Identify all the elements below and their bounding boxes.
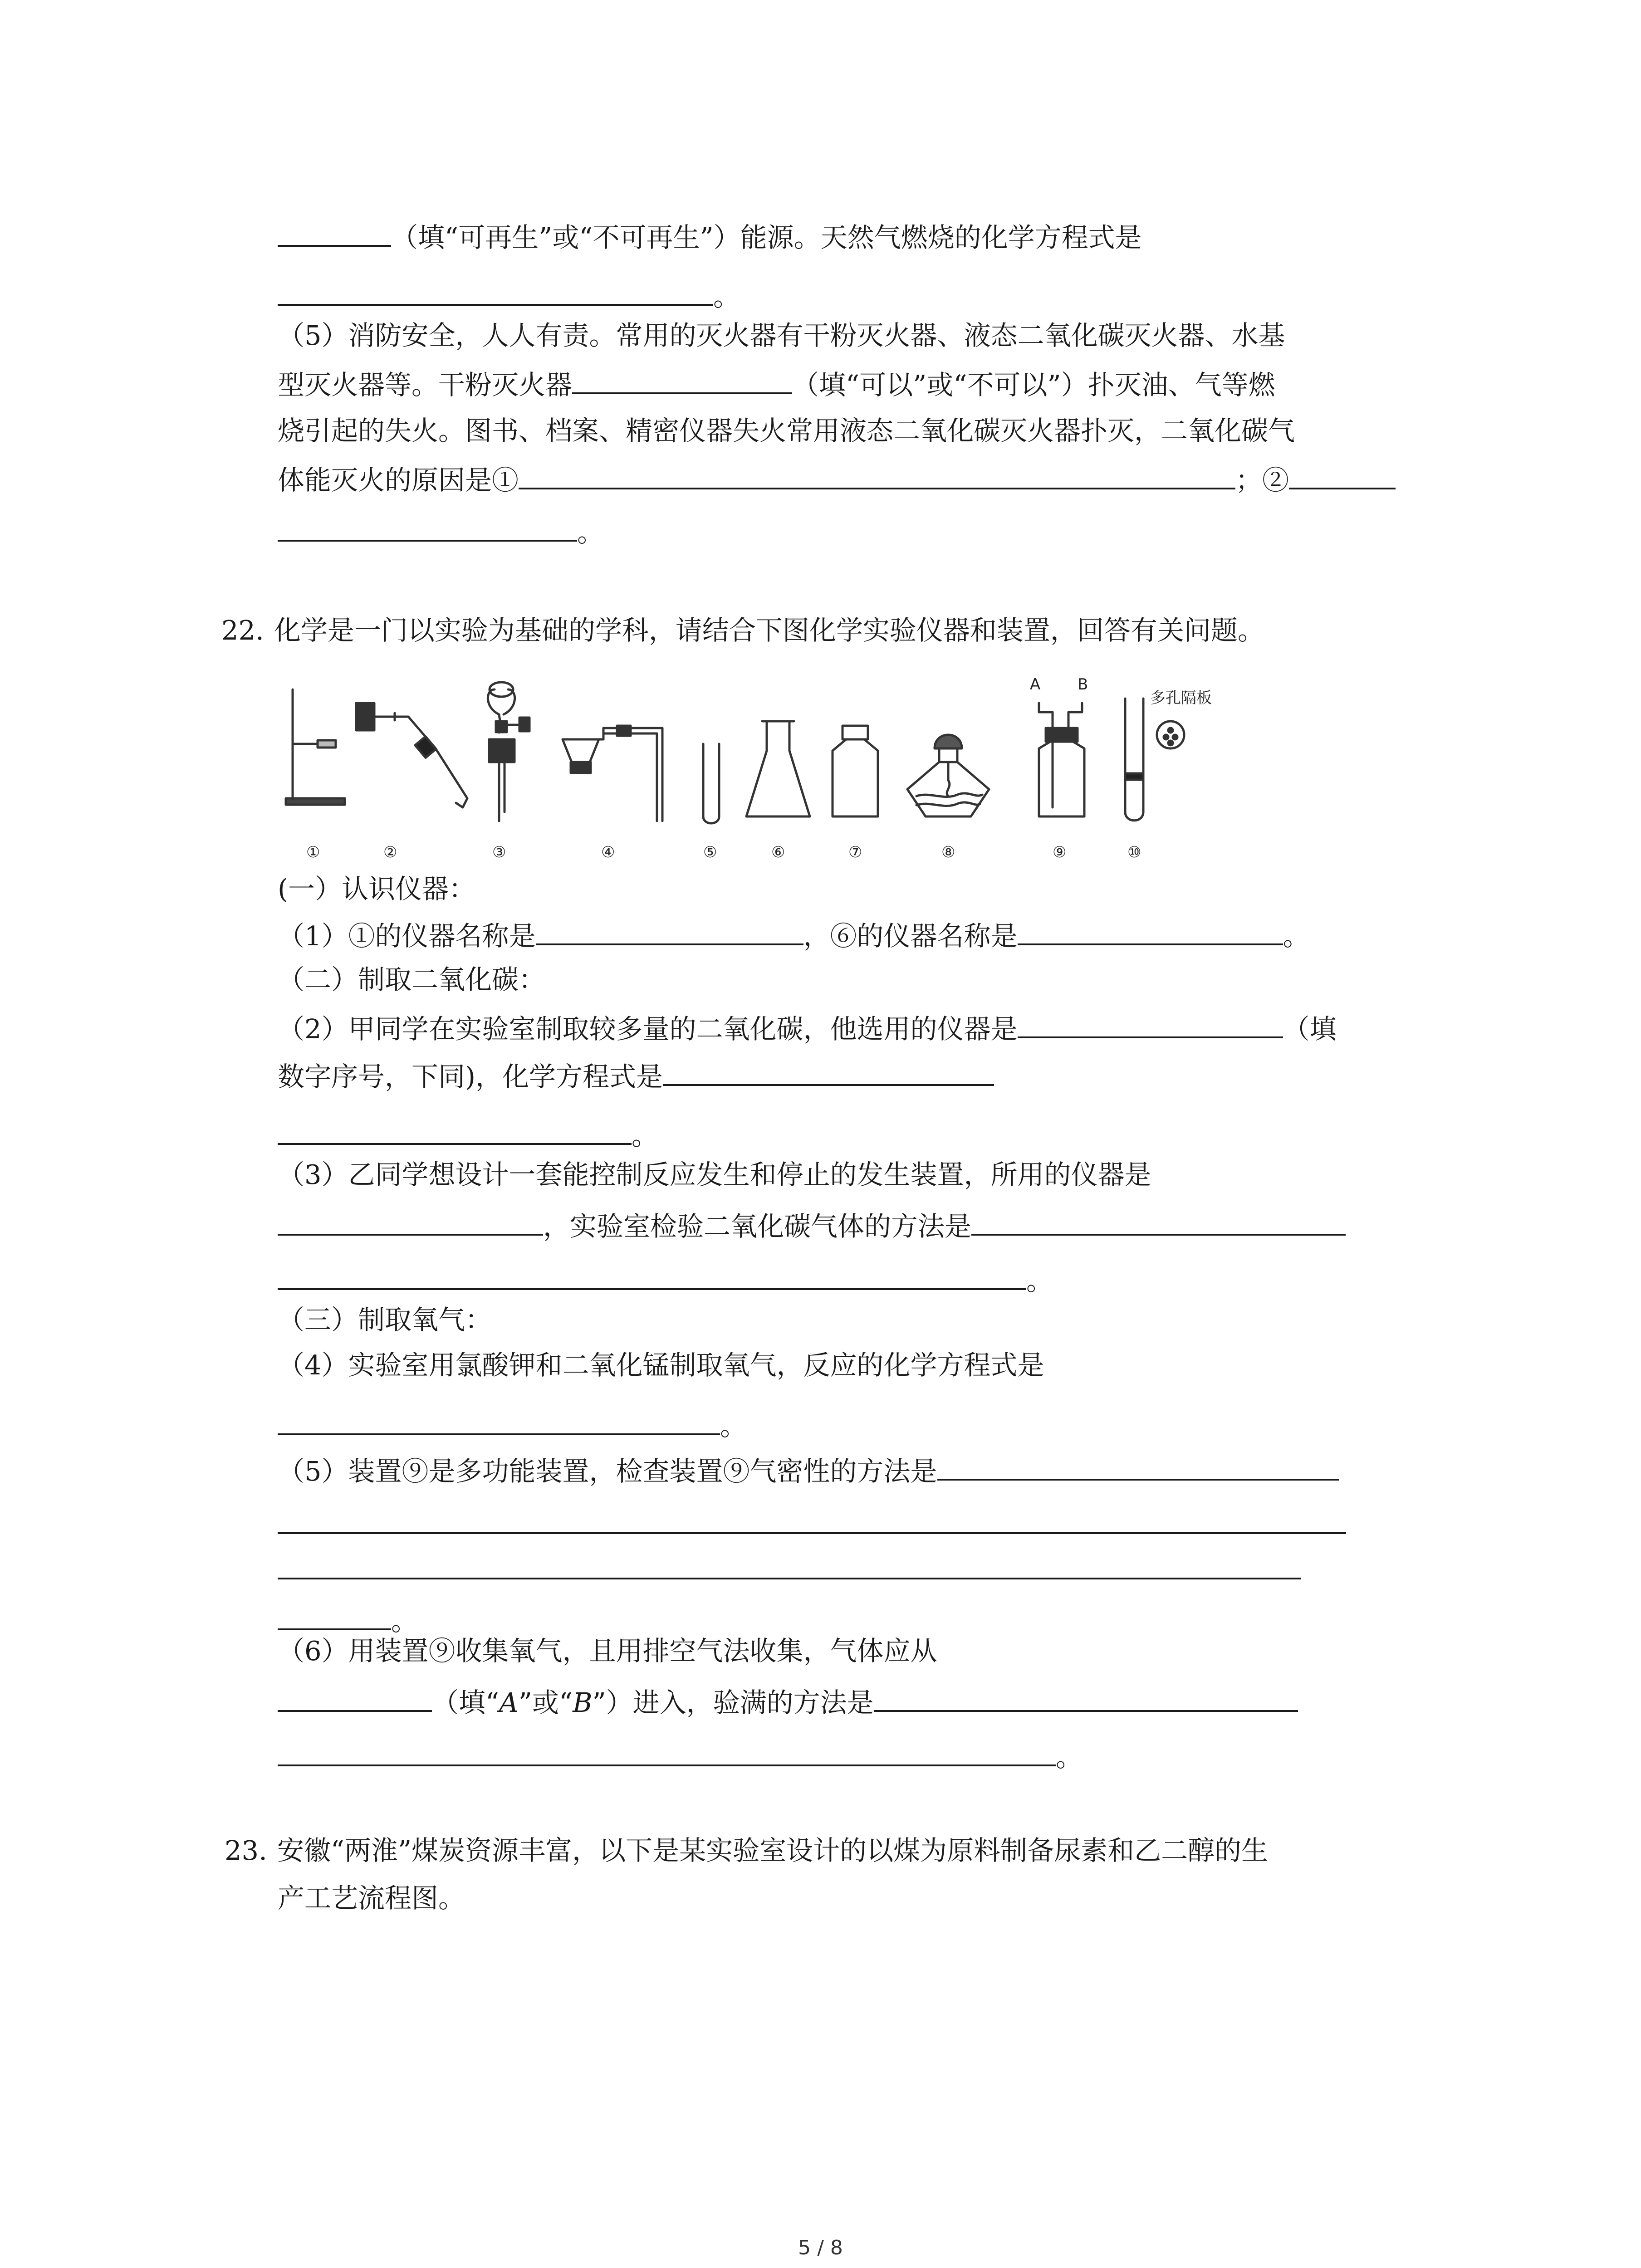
q23-line2: 产工艺流程图。 bbox=[278, 1882, 465, 1914]
answer-blank[interactable] bbox=[536, 912, 803, 945]
funnel-delivery-tube-icon bbox=[563, 726, 662, 821]
q22-p2-line1: （2）甲同学在实验室制取较多量的二氧化碳，他选用的仪器是 （填 bbox=[278, 1005, 1337, 1050]
q22-section-1: (一）认识仪器： bbox=[278, 873, 476, 904]
answer-blank[interactable] bbox=[971, 1202, 1346, 1236]
q21-line1: （填“可再生”或“不可再生”）能源。天然气燃烧的化学方程式是 bbox=[278, 213, 1142, 259]
figure-item-labels bbox=[306, 843, 1141, 861]
answer-blank[interactable] bbox=[937, 1447, 1339, 1481]
q21-p5-line3: 烧引起的失火。图书、档案、精密仪器失火常用液态二氧化碳灭火器扑灭，二氧化碳气 bbox=[278, 415, 1295, 446]
apparatus-figure bbox=[272, 671, 1343, 880]
answer-blank[interactable] bbox=[572, 361, 792, 394]
q21-p5-line2: 型灭火器等。干粉灭火器 （填“可以”或“不可以”）扑灭油、气等燃 bbox=[278, 361, 1275, 406]
separatory-funnel-icon bbox=[488, 682, 529, 821]
iron-stand-icon bbox=[286, 689, 345, 805]
svg-text:多孔隔板: 多孔隔板 bbox=[1150, 689, 1212, 707]
svg-text:B: B bbox=[1078, 675, 1088, 694]
svg-text:①: ① bbox=[306, 843, 320, 861]
q22-p3-line3: 。 bbox=[278, 1256, 1053, 1302]
answer-blank[interactable] bbox=[278, 508, 577, 542]
svg-text:⑨: ⑨ bbox=[1053, 843, 1067, 861]
svg-text:⑥: ⑥ bbox=[771, 843, 785, 861]
test-tube-icon bbox=[703, 744, 719, 823]
q22-p3-line1: （3）乙同学想设计一套能控制反应发生和停止的发生装置，所用的仪器是 bbox=[278, 1159, 1151, 1190]
answer-blank[interactable] bbox=[278, 1733, 1056, 1766]
q22-stem: 22. 化学是一门以实验为基础的学科，请结合下图化学实验仪器和装置，回答有关问题。 bbox=[221, 615, 1264, 646]
conical-flask-icon bbox=[746, 721, 810, 816]
q23-line1: 23. 安徽“两淮”煤炭资源丰富，以下是某实验室设计的以煤为原料制备尿素和乙二醇的生 bbox=[225, 1835, 1269, 1866]
q21-p5-line5: 。 bbox=[278, 508, 604, 553]
answer-blank[interactable] bbox=[519, 456, 1235, 489]
svg-text:⑩: ⑩ bbox=[1127, 843, 1141, 861]
svg-text:⑦: ⑦ bbox=[848, 843, 862, 861]
svg-text:⑧: ⑧ bbox=[941, 843, 955, 861]
q22-section-2: （二）制取二氧化碳： bbox=[278, 964, 546, 995]
q22-p6-line3: 。 bbox=[278, 1733, 1083, 1778]
answer-blank[interactable] bbox=[278, 1402, 720, 1435]
answer-blank[interactable] bbox=[278, 1111, 632, 1145]
svg-text:③: ③ bbox=[492, 843, 506, 861]
svg-text:⑤: ⑤ bbox=[703, 843, 717, 861]
q22-p6-line2: （填“A”或“B”）进入，验满的方法是 bbox=[278, 1678, 1298, 1724]
alcohol-lamp-icon bbox=[907, 735, 989, 816]
reagent-bottle-icon bbox=[833, 726, 878, 816]
svg-text:④: ④ bbox=[601, 843, 615, 861]
answer-blank[interactable] bbox=[278, 1578, 1301, 1579]
answer-blank[interactable] bbox=[278, 272, 713, 306]
q22-section-3: （三）制取氧气： bbox=[278, 1304, 492, 1335]
q21-p5-line1: （5）消防安全，人人有责。常用的灭火器有干粉灭火器、液态二氧化碳灭火器、水基 bbox=[278, 320, 1285, 351]
answer-blank[interactable] bbox=[1018, 1005, 1283, 1038]
q22-p4-line2: 。 bbox=[278, 1402, 747, 1447]
answer-blank[interactable] bbox=[278, 1678, 432, 1712]
answer-blank[interactable] bbox=[278, 213, 391, 247]
answer-blank[interactable] bbox=[278, 1597, 391, 1630]
answer-blank[interactable] bbox=[874, 1678, 1298, 1712]
q22-p5-line1: （5）装置⑨是多功能装置，检查装置⑨气密性的方法是 bbox=[278, 1447, 1339, 1492]
page-number: 5 / 8 bbox=[798, 2236, 843, 2259]
q22-p6-line1: （6）用装置⑨收集氧气，且用排空气法收集，气体应从 bbox=[278, 1635, 937, 1667]
answer-blank[interactable] bbox=[278, 1202, 543, 1236]
q22-p2-line2: 数字序号，下同)，化学方程式是 bbox=[278, 1052, 994, 1098]
q21-line2: 。 bbox=[278, 272, 740, 318]
gas-washing-bottle-icon bbox=[1030, 675, 1088, 816]
answer-blank[interactable] bbox=[278, 1532, 1346, 1534]
q22-p5-line4: 。 bbox=[278, 1597, 418, 1642]
q21-p5-line4: 体能灭火的原因是① ；② bbox=[278, 456, 1396, 501]
answer-blank[interactable] bbox=[663, 1052, 994, 1086]
svg-text:②: ② bbox=[383, 843, 397, 861]
q22-p3-line2: ，实验室检验二氧化碳气体的方法是 bbox=[278, 1202, 1346, 1247]
q22-p2-line3: 。 bbox=[278, 1111, 658, 1157]
answer-blank[interactable] bbox=[278, 1256, 1026, 1290]
stopper-bent-tube-icon bbox=[356, 703, 467, 807]
svg-text:A: A bbox=[1030, 675, 1041, 694]
q22-p4-line1: （4）实验室用氯酸钾和二氧化锰制取氧气，反应的化学方程式是 bbox=[278, 1349, 1044, 1381]
q22-p1: （1）①的仪器名称是 ，⑥的仪器名称是 。 bbox=[278, 912, 1310, 957]
answer-blank[interactable] bbox=[1018, 912, 1283, 945]
perforated-plate-tube-icon bbox=[1125, 689, 1212, 821]
answer-blank[interactable] bbox=[1289, 456, 1396, 489]
